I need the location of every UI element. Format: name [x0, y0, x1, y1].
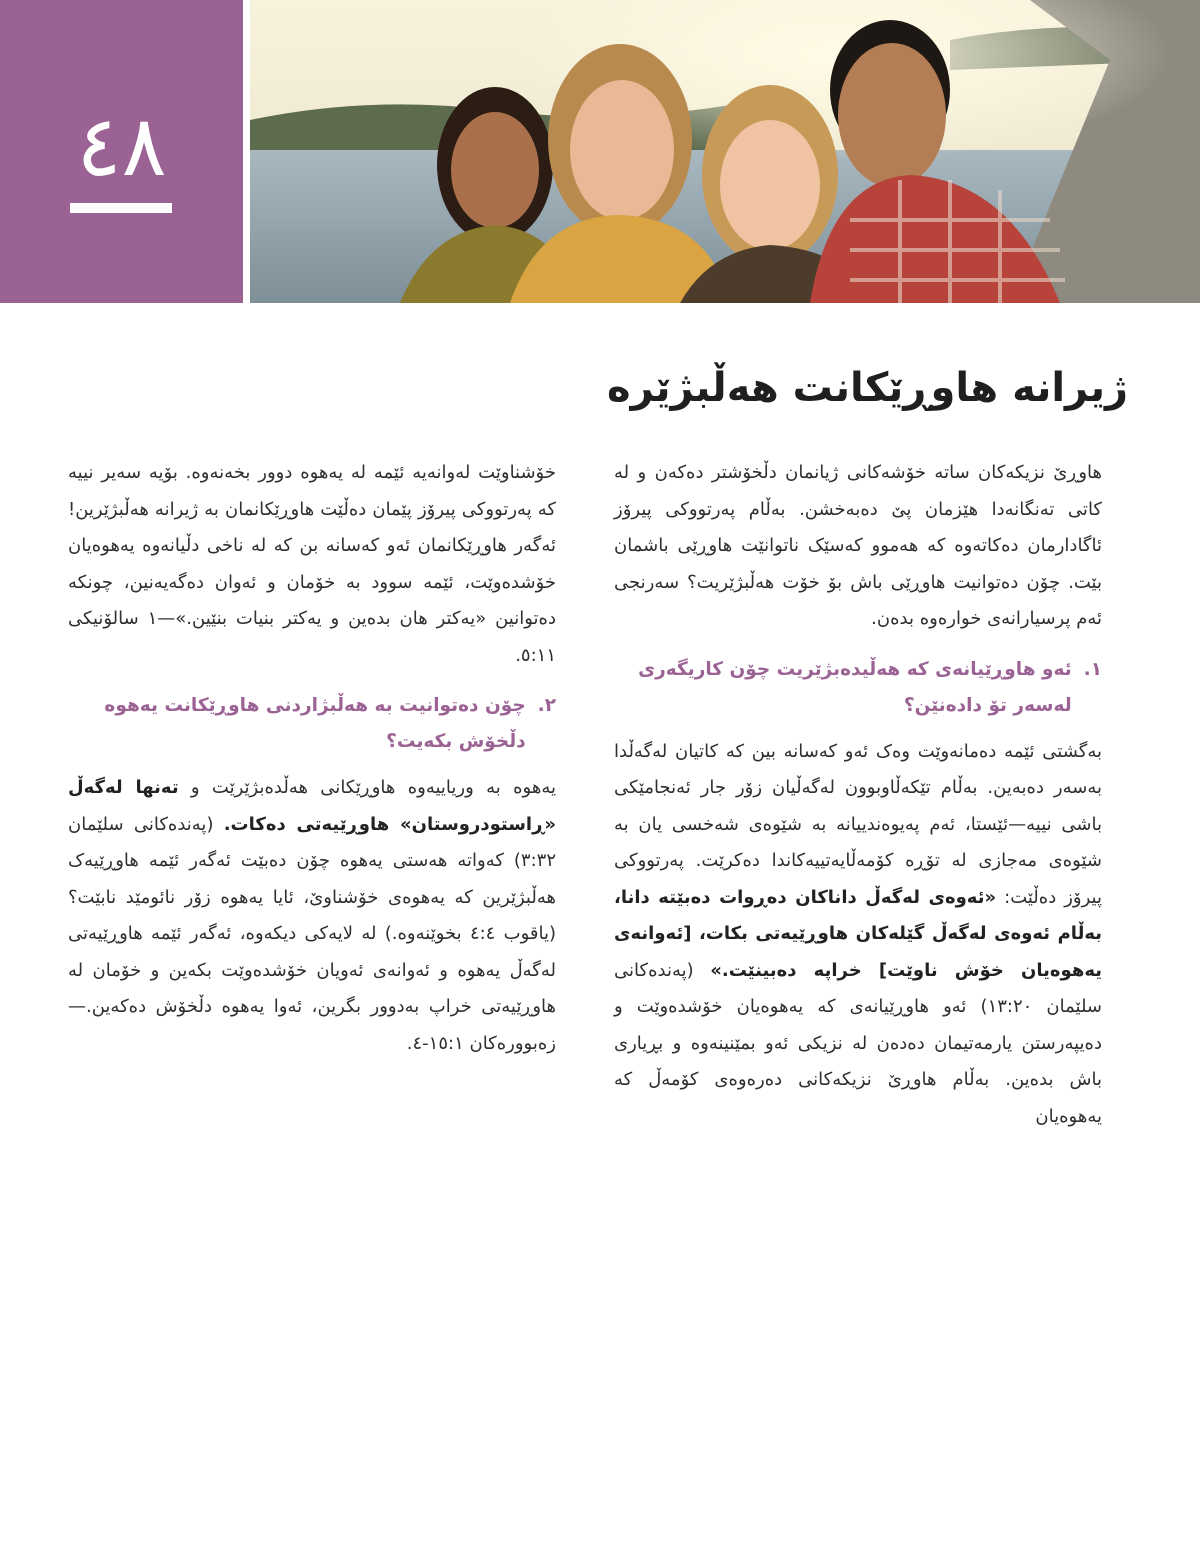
question-1-text: ئەو هاوڕێیانەی کە هەڵیدەبژێریت چۆن کاریگەری لەسەر تۆ دادەنێن؟: [638, 658, 1072, 716]
lesson-number-block: [0, 0, 243, 303]
answer-1-text-c: (پەندەکانی سلێمان ١٣:٢٠) ئەو هاوڕێیانەی کە یەهوەیان خۆشدەوێت و دەیپەرستن یارمەتیمان دەدەن لە نزیکی ئەو بمێنینەوە و بڕیاری باش بدەین. بەڵام هاوڕێ نزیکەکانی دەرەوەی کۆمەڵ کە یەهوەیان: [614, 959, 1102, 1127]
lesson-number-underline: [70, 203, 172, 213]
left-column: [68, 455, 556, 1070]
question-1: [614, 652, 1102, 724]
question-2: [68, 688, 556, 760]
continuation-paragraph: خۆشناوێت لەوانەیە ئێمە لە یەهوە دوور بخەنەوە. بۆیە سەیر نییە کە پەرتووکی پیرۆز پێمان دەڵێت هاوڕێکانمان بە ژیرانە هەڵبژێرین! ئەگەر هاوڕێکانمان ئەو کەسانە بن کە لە ناخی دڵیانەوە یەهوەیان خۆشدەوێت، ئێمە سوود بە خۆمان و ئەوان دەگەیەنین، چونکە دەتوانین «یەکتر هان بدەین و یەکتر بنیات بنێین.»—١ سالۆنیکی ٥:١١.: [68, 462, 556, 666]
answer-1-text-a: بەگشتی ئێمە دەمانەوێت وەک ئەو کەسانە بین کە کاتیان لەگەڵدا بەسەر دەبەین. بەڵام تێکەڵاوبوون لەگەڵیان زۆر جار ئەنجامێکی باشی نییە—ئێستا، ئەم پەیوەندییانە بە شێوەی شەخسی یان بە شێوەی مەجازی لە تۆڕە کۆمەڵایەتییەکاندا دەکرێت. پەرتووکی پیرۆز دەڵێت:: [614, 740, 1102, 908]
hero-photo: [250, 0, 1200, 303]
right-column: [614, 455, 1102, 1143]
question-2-text: چۆن دەتوانیت بە هەڵبژاردنی هاوڕێکانت یەهوە دڵخۆش بکەیت؟: [104, 695, 526, 752]
answer-1-quote-bold: «ئەوەی لەگەڵ داناکان دەڕوات دەبێتە دانا، بەڵام ئەوەی لەگەڵ گێلەکان هاوڕێیەتی بکات، [ئەوانەی یەهوەیان خۆش ناوێت] خراپە دەبینێت.»: [614, 886, 1102, 981]
question-1-number: ١.: [1083, 658, 1102, 680]
lesson-number: ٤٨: [76, 97, 167, 195]
answer-2-bold: تەنها لەگەڵ «ڕاستودروستان» هاوڕێیەتی دەکات.: [68, 777, 556, 835]
friends-selfie-photo-icon: [250, 0, 1200, 303]
page-title: ژیرانە هاوڕێکانت هەڵبژێرە: [606, 365, 1128, 411]
answer-2-text-a: یەهوە بە وریاییەوە هاوڕێکانی هەڵدەبژێرێت و: [178, 777, 556, 798]
answer-2-text-c: (پەندەکانی سلێمان ٣:٣٢) کەواتە هەستی یەهوە چۆن دەبێت ئەگەر ئێمە هاوڕێیەک هەڵبژێرین کە یەهوەی خۆشناوێ، ئایا یەهوە زۆر نائومێد نابێت؟ (یاقوب ٤:٤ بخوێنەوە.) لە لایەکی دیکەوە، ئەگەر ئێمە هاوڕێیەتی لەگەڵ یەهوە و ئەوانەی ئەویان خۆشدەوێت بکەین و خۆمان لە هاوڕێیەتی خراپ بەدوور بگرین، ئەوا یەهوە دڵخۆش دەکەین.—زەبوورەکان ١٥:١-٤.: [68, 813, 556, 1054]
question-2-number: ٢.: [537, 695, 556, 716]
intro-paragraph: هاوڕێ نزیکەکان ساتە خۆشەکانی ژیانمان دڵخۆشتر دەکەن و لە کاتی تەنگانەدا هێزمان پێ دەبەخشن. بەڵام پەرتووکی پیرۆز ئاگادارمان دەکاتەوە کە هەموو کەسێک ناتوانێت هاوڕێی باشمان بێت. چۆن دەتوانیت هاوڕێی باش بۆ خۆت هەڵبژێریت؟ سەرنجی ئەم پرسیارانەی خوارەوە بدەن.: [614, 462, 1102, 629]
answer-2-paragraph: [68, 770, 556, 1062]
answer-1-paragraph: [614, 734, 1102, 1136]
